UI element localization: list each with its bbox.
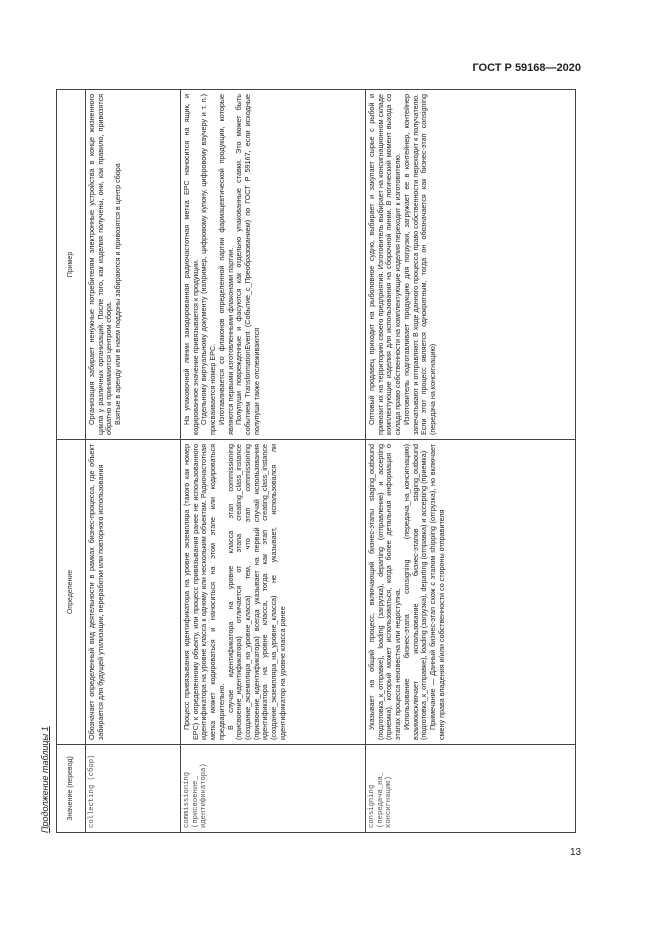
- row-definition: [86, 440, 181, 745]
- definition-paragraph: Обозначает определенный вид деятельности в рамках бизнес-процесса, где объект забирается для будущей утилизации, переработки или повторного использования: [87, 444, 105, 740]
- definition-paragraph: Указывает на общий процесс, включающий бизнес-этапы staging_outbound (подготовка_к_отправке), loading (загрузка), departing (отправление) и accepting (приемка), который может использоваться, когда более детальная информация о этапах процесса неизвестна или недоступна.: [367, 444, 403, 740]
- row-value: consigning (передача_на_ консигнацию): [366, 745, 576, 833]
- row-value: collecting (сбор): [86, 745, 181, 833]
- example-paragraph: Взятые в аренду или в наем поддоны забираются и привозятся в центр сбора: [113, 163, 123, 425]
- row-definition: [181, 440, 366, 745]
- page-number: 13: [570, 847, 582, 858]
- header-example: Пример: [57, 90, 86, 440]
- definition-paragraph: Использование бизнес-этапа consigning (передача_на_консигнацию) взаимоисключает использование бизнес-этапов staging_outbound (подготовка_к_отправке), loading (загрузка), departing (отправка) и accepting (приемка): [401, 444, 429, 740]
- example-paragraph: Оптовый продавец приходит на рыболовное судно, выбирает и закупает сырье с рыбой и привозит их на территорию своего предприятия. Изготовитель выбирает на консигнационном складе комплектующие изделия для использования на сборочной линии. В логический момент выхода со склада право собственности на комплектующие изделия переходит к изготовителю.: [367, 94, 403, 435]
- table-header-row: [57, 90, 86, 833]
- example-paragraph: Изготавливается со флаконов определенной партии фармацевтической продукции, которые являются первыми изготовленными флаконами партии.: [216, 94, 235, 435]
- example-paragraph: Изготовитель подготавливает продукцию для погрузки, загружает ее в контейнер, контейнер запечатывают и отправляют. В ходе данного процесса право собственности переходит к получателю. Если этот процесс является однократным, тогда он обозначается как бизнес-этап consigning (передача на консигнацию): [401, 94, 437, 435]
- standard-header: ГОСТ Р 59168—2020: [472, 62, 581, 74]
- table-caption: Продолжение таблицы 1: [40, 726, 50, 833]
- row-example: [86, 90, 181, 440]
- table-row: [366, 90, 576, 833]
- row-example: [366, 90, 576, 440]
- definitions-table: [56, 89, 576, 833]
- header-definition: Определение: [57, 440, 86, 745]
- row-value: commissioning (присвоение_ идентификатора): [181, 745, 366, 833]
- header-value: Значение (перевод): [57, 745, 86, 833]
- row-example: [181, 90, 366, 440]
- example-paragraph: Организация забирает ненужные потребителям электронные устройства в конце жизненного цикла у различных организаций. После того, как изделия получены, они, как правило, привозятся обратно и принимаются центром сбора.: [87, 94, 114, 435]
- definition-paragraph: В случае идентификатора на уровне класса этап commissioning (присвоение_идентификатора) отличается от этапа creating_class_instance (создание_экземпляра_на_уровне_класса) тем, что этап commissioning (присвоение_идентификатора) всегда указывает на первый случай использования идентификатора на уровне класса, тогда как этап creating_class_instance (создание_экземпляра_на_уровне_класса) не указывает, использовался ли идентификатор на уровне класса ранее: [225, 444, 287, 740]
- rotated-table-block: [40, 90, 576, 833]
- example-paragraph: На упаковочной линии закодированная радиочастотная метка EPC наносится на ящик, и кодированное значение привязывается к продукции.: [182, 94, 200, 435]
- definition-note: Примечание — Данный бизнес-этап схож с этапом shipping (отгрузка), но включает смену права владения и/или собственности со стороны отправителя: [427, 444, 446, 740]
- table-row: [86, 90, 181, 833]
- row-definition: [366, 440, 576, 745]
- table-row: [181, 90, 366, 833]
- example-paragraph: Отдельному виртуальному документу (например, цифровому купону, цифровому ваучеру и т. п.) присваивается номер EPC.: [199, 94, 218, 435]
- definition-paragraph: Процесс привязывания идентификатора на уровне экземпляра (такого как номер EPC) к определенному объекту, или процесс привязывания ранее не использованного идентификатора на уровне класса к одному или нескольким объектам. Радиочастотная метка может кодироваться и наноситься на этом этапе или кодироваться предварительно.: [182, 444, 226, 740]
- example-paragraph: Полупуши поврежденные и фасуются как отдельно упакованные ставки. Это может быть событием TransformationEvent (Событие_с_Преобразованием) по ГОСТ Р 59167, если исходные полупуши также отслеживаются: [234, 94, 261, 435]
